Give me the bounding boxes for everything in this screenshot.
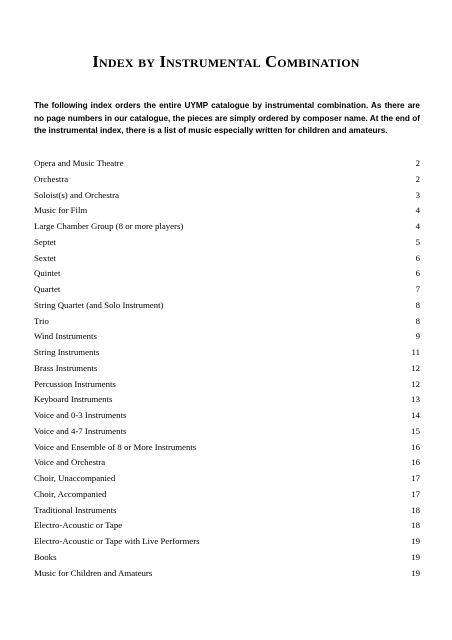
toc-entry-label: Traditional Instruments — [34, 504, 117, 515]
toc-entry-page: 11 — [411, 347, 420, 357]
toc-entry — [34, 156, 420, 172]
toc-entry-label: Voice and 0-3 Instruments — [34, 410, 127, 420]
toc-entry — [34, 503, 420, 519]
toc-entry-page: 2 — [415, 173, 420, 184]
toc-entry — [34, 392, 420, 408]
toc-entry — [34, 219, 420, 235]
toc-entry-page: 4 — [415, 221, 420, 231]
intro-paragraph: The following index orders the entire UYMP catalogue by instrumental combination. As there are no page numbers in our catalogue, the pieces are simply ordered by composer name. At the end of the instrumental index, there is a list of music especially written for children and amateurs. — [34, 101, 420, 135]
toc-entry — [34, 329, 420, 345]
toc-entry-page: 17 — [411, 488, 420, 499]
toc-entry-page: 19 — [411, 536, 420, 546]
toc-entry-label: Sextet — [34, 252, 56, 263]
toc-entry — [34, 361, 420, 377]
toc-entry-label: Voice and Ensemble of 8 or More Instruments — [34, 441, 197, 452]
toc-entry — [34, 455, 420, 471]
toc-entry — [34, 471, 420, 487]
toc-entry — [34, 550, 420, 566]
toc-entry — [34, 377, 420, 393]
toc-entry-label: Orchestra — [34, 173, 69, 184]
toc-entry — [34, 424, 420, 440]
toc-entry-page: 19 — [411, 551, 420, 562]
toc-entry-label: Quartet — [34, 284, 61, 294]
toc-entry-label: Music for Children and Amateurs — [34, 567, 153, 578]
toc-entry-page: 19 — [411, 567, 420, 578]
toc-entry — [34, 314, 420, 330]
toc-entry-label: Septet — [34, 236, 56, 247]
toc-entry-page: 16 — [411, 457, 420, 468]
toc-entry — [34, 282, 420, 298]
toc-entry-page: 12 — [411, 378, 420, 389]
toc-entry-label: Quintet — [34, 268, 61, 279]
toc-entry-page: 2 — [415, 158, 420, 168]
toc-entry — [34, 188, 420, 204]
toc-entry — [34, 440, 420, 456]
toc-entry — [34, 298, 420, 314]
toc-entry — [34, 345, 420, 361]
toc-entry-page: 8 — [415, 315, 420, 326]
toc-entry-label: Opera and Music Theatre — [34, 158, 124, 168]
page-title: Index by Instrumental Combination — [92, 52, 360, 71]
toc-entry-label: Wind Instruments — [34, 331, 97, 342]
toc-entry-label: Voice and Orchestra — [34, 457, 106, 468]
toc-entry-label: Trio — [34, 315, 49, 326]
toc-entry — [34, 203, 420, 219]
toc-entry-label: Soloist(s) and Orchestra — [34, 189, 120, 200]
toc-entry — [34, 534, 420, 550]
toc-entry-page: 3 — [415, 189, 420, 200]
toc-entry — [34, 235, 420, 251]
table-of-contents — [34, 156, 420, 581]
toc-entry — [34, 518, 420, 534]
toc-entry-label: String Quartet (and Solo Instrument) — [34, 299, 164, 310]
toc-entry-label: Brass Instruments — [34, 362, 98, 373]
toc-entry-label: String Instruments — [34, 347, 100, 357]
toc-entry-label: Choir, Unaccompanied — [34, 473, 116, 483]
toc-entry-page: 18 — [411, 520, 420, 531]
toc-entry-page: 6 — [415, 252, 420, 263]
toc-entry-label: Voice and 4-7 Instruments — [34, 425, 127, 436]
toc-entry-page: 9 — [415, 331, 420, 342]
toc-entry — [34, 408, 420, 424]
toc-entry — [34, 172, 420, 188]
toc-entry — [34, 487, 420, 503]
toc-entry-label: Music for Film — [34, 205, 88, 216]
toc-entry-page: 7 — [415, 284, 420, 294]
toc-entry-page: 15 — [411, 425, 420, 436]
toc-entry-page: 17 — [411, 473, 420, 483]
toc-entry-label: Percussion Instruments — [34, 378, 116, 389]
toc-entry-page: 4 — [415, 205, 420, 216]
toc-entry-page: 13 — [411, 394, 420, 405]
toc-entry — [34, 266, 420, 282]
toc-entry — [34, 566, 420, 582]
toc-entry-label: Electro-Acoustic or Tape with Live Performers — [34, 536, 200, 546]
toc-entry-label: Choir, Accompanied — [34, 488, 107, 499]
toc-entry-label: Electro-Acoustic or Tape — [34, 520, 123, 531]
toc-entry — [34, 251, 420, 267]
toc-entry-page: 14 — [411, 410, 420, 420]
toc-entry-label: Keyboard Instruments — [34, 394, 113, 405]
toc-entry-page: 18 — [411, 504, 420, 515]
toc-entry-page: 6 — [415, 268, 420, 279]
toc-entry-page: 12 — [411, 362, 420, 373]
toc-entry-label: Large Chamber Group (8 or more players) — [34, 221, 184, 231]
toc-entry-page: 16 — [411, 441, 420, 452]
toc-entry-label: Books — [34, 551, 57, 562]
toc-entry-page: 8 — [415, 299, 420, 310]
toc-entry-page: 5 — [415, 236, 420, 247]
